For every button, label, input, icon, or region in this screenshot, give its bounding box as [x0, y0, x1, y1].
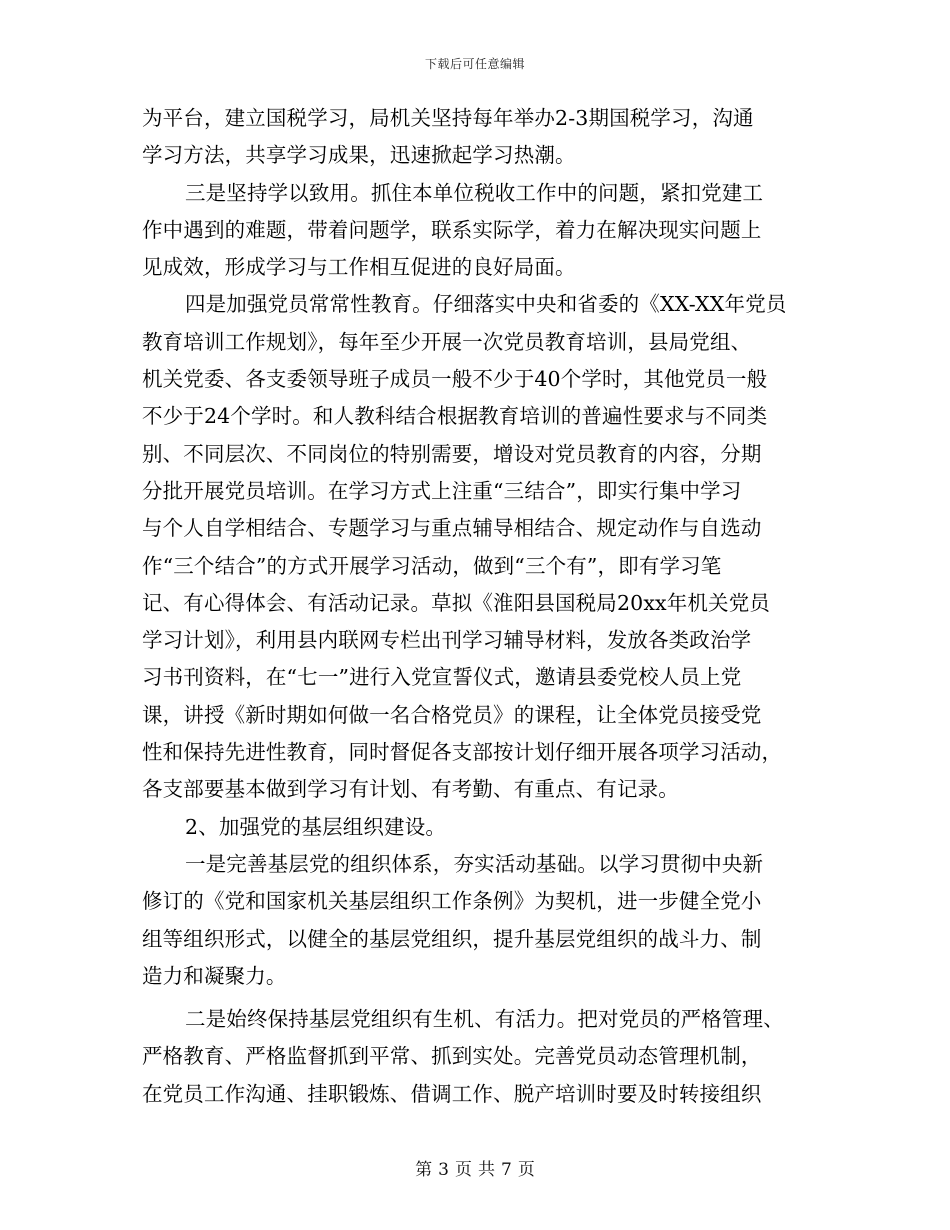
text-line: 严格教育、严格监督抓到平常、抓到实处。完善党员动态管理机制，: [142, 1044, 762, 1069]
text-line: 与个人自学相结合、专题学习与重点辅导相结合、规定动作与自选动: [142, 516, 762, 541]
paragraph-start-line: 三是坚持学以致用。抓住本单位税收工作中的问题，紧扣党建工: [185, 180, 764, 205]
document-body: [142, 100, 812, 1113]
text-line: 在党员工作沟通、挂职锻炼、借调工作、脱产培训时要及时转接组织: [142, 1081, 762, 1106]
text-line: 学习方法，共享学习成果，迅速掀起学习热潮。: [142, 143, 576, 168]
text-line: 机关党委、各支委领导班子成员一般不少于40个学时，其他党员一般: [142, 367, 768, 392]
paragraph-start-line: 二是始终保持基层党组织有生机、有活力。把对党员的严格管理、: [185, 1007, 784, 1032]
text-line: 为平台，建立国税学习，局机关坚持每年举办2-3期国税学习，沟通: [142, 106, 754, 130]
text-line: 课，讲授《新时期如何做一名合格党员》的课程，让全体党员接受党: [142, 702, 762, 727]
text-line: 教育培训工作规划》，每年至少开展一次党员教育培训，县局党组、: [142, 329, 752, 354]
text-line: 记、有心得体会、有活动记录。草拟《淮阳县国税局20xx年机关党员: [142, 590, 771, 615]
section-heading: 2、加强党的基层组织建设。: [185, 814, 446, 839]
footer-total-suffix: 页: [517, 1160, 535, 1180]
footer-page-word: 页: [455, 1160, 472, 1180]
footer-total-prefix: 共: [478, 1160, 495, 1180]
text-line: 各支部要基本做到学习有计划、有考勤、有重点、有记录。: [142, 777, 679, 802]
text-line: 分批开展党员培训。在学习方式上注重“三结合”，即实行集中学习: [142, 478, 742, 503]
text-line: 性和保持先进性教育，同时督促各支部按计划仔细开展各项学习活动，: [142, 740, 783, 765]
text-line: 造力和凝聚力。: [142, 963, 287, 988]
text-line: 组等组织形式，以健全的基层党组织，提升基层党组织的战斗力、制: [142, 926, 762, 951]
text-line: 作“三个结合”的方式开展学习活动，做到“三个有”，即有学习笔: [142, 553, 722, 578]
paragraph-start-line: 一是完善基层党的组织体系，夯实活动基础。以学习贯彻中央新: [185, 851, 764, 876]
text-line: 见成效，形成学习与工作相互促进的良好局面。: [142, 255, 576, 280]
text-line: 习书刊资料，在“七一”进行入党宣誓仪式，邀请县委党校人员上党: [142, 665, 742, 690]
total-pages-number: 7: [501, 1160, 512, 1180]
text-line: 学习计划》，利用县内联网专栏出刊学习辅导材料，发放各类政治学: [142, 628, 752, 653]
footer-prefix: 第: [415, 1160, 433, 1180]
text-line: 不少于24个学时。和人教科结合根据教育培训的普遍性要求与不同类: [142, 404, 768, 429]
paragraph-start-line: 四是加强党员常常性教育。仔细落实中央和省委的《XX-XX年党员: [185, 292, 787, 317]
text-line: 作中遇到的难题，带着问题学，联系实际学，着力在解决现实问题上: [142, 217, 762, 242]
current-page-number: 3: [438, 1160, 449, 1180]
text-line: 别、不同层次、不同岗位的特别需要，增设对党员教育的内容，分期: [142, 441, 762, 466]
page-header: 下载后可任意编辑: [424, 57, 525, 71]
page-footer: [0, 1155, 950, 1180]
text-line: 修订的《党和国家机关基层组织工作条例》为契机，进一步健全党小: [142, 889, 762, 914]
